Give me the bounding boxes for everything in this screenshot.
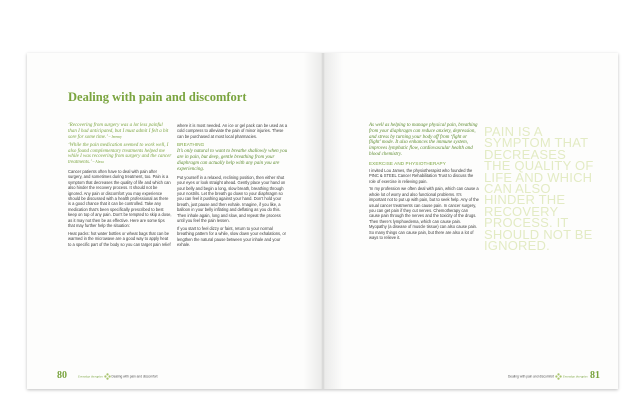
body-paragraph-2: Heat packs: hot water bottles or wheat bags that can be warmed in the microwave are a good way to apply heat to a specific part of the body so you can target pain relief	[68, 230, 171, 247]
heat-packs-continued: where it is most needed. An ice or gel pack can be used as a cold compress to alleviate the pain of minor injuries. These can be purchased at most local pharmacies.	[177, 123, 288, 139]
running-title-right: Dealing with pain and discomfort	[508, 374, 555, 379]
exercise-paragraph-1: I invited Lou James, the physiotherapist who founded the PINC & STEEL Cancer Rehabilitation Trust to discuss the role of exercise in relieving pain.	[369, 167, 474, 184]
flower-icon	[555, 373, 562, 380]
testimonial-quote-1-attribution: ~ Jeremy	[108, 134, 122, 139]
right-column-1	[369, 123, 479, 243]
testimonial-quote-2	[68, 143, 172, 166]
running-head-right	[508, 373, 588, 380]
left-column-1	[68, 123, 172, 249]
book-spread	[27, 53, 618, 389]
left-page	[27, 53, 323, 389]
pull-quote: PAIN IS A SYMPTOM THAT DECREASES THE QUALITY OF LIFE AND WHICH CAN ALSO HINDER THE RECOVERY PROCESS. IT SHOULD NOT BE IGNORED.	[484, 124, 594, 254]
running-brand-right: Everyday therapies	[562, 374, 588, 379]
breathing-benefits-lead: As well as helping to manage physical pain, breathing from your diaphragm can reduce anxiety, depression, and stress by turning your body off from ‘fight or flight’ mode. It also enhances the immune system, improves lymphatic flow, cardiovascular health and blood chemistry.	[369, 123, 478, 157]
exercise-heading: EXERCISE AND PHYSIOTHERAPY	[369, 160, 446, 166]
left-column-2	[177, 123, 289, 250]
breathing-heading: BREATHING	[177, 142, 205, 148]
testimonial-quote-1-text: ‘Recovering from surgery was a lot less painful than I had anticipated, but I must admit I felt a bit sore for some time.’	[68, 123, 169, 140]
chapter-title: Dealing with pain and discomfort	[68, 90, 247, 104]
testimonial-quote-1	[68, 123, 172, 140]
flower-icon	[104, 373, 111, 380]
running-title-left: Dealing with pain and discomfort	[111, 374, 158, 379]
page-number-left: 80	[57, 370, 67, 381]
body-paragraph-1: Cancer patients often have to deal with pain after surgery, and sometimes during treatment, too. Pain is a symptom that decreases the quality of life and which can also hinder the recovery process. It should not be ignored. Any pain or discomfort you may experience should be discussed with a health professional as there is a good chance that it can be controlled. Take any medication that’s been specifically prescribed to best keep on top of any pain. Don’t be tempted to skip a dose, as it may not then be as effective. Here are some tips that may further help the situation:	[68, 168, 172, 229]
breathing-paragraph-2: If you start to feel dizzy or faint, return to your normal breathing pattern for a while, slow down your exhalations, or lengthen the natural pause between your inhale and your exhale.	[177, 225, 287, 248]
right-page	[323, 53, 618, 389]
testimonial-quote-2-attribution: ~ Alexa	[92, 160, 104, 165]
testimonial-quote-2-text: ‘While the pain medication seemed to work well, I also found complementary treatments helped me while I was recovering from surgery and the cancer treatments.’	[68, 142, 172, 166]
running-brand-left: Everyday therapies	[78, 374, 103, 379]
breathing-paragraph-1: Put yourself in a relaxed, reclining position, then either shut your eyes or look straight ahead. Gently place your hand on your belly and begin a long, slow breath, breathing through your nostrils. Let the breath go down to your diaphragm so you can feel it pushing against your hand. Don’t hold your breath, just pause and then exhale. Imagine, if you like, a balloon in your belly inflating and deflating as you do this. Then inhale again, long and slow, and repeat the process until you feel the pain lessen.	[177, 174, 286, 224]
breathing-lead: It’s only natural to want to breathe shallowly when you are in pain, but deep, gentle breathing from your diaphragm can actually help with any pain you are experiencing.	[177, 149, 288, 172]
page-number-right: 81	[590, 370, 600, 381]
exercise-paragraph-2: ‘In my profession we often deal with pain, which can cause a whole lot of worry and also functional problems. It’s important not to put up with pain, but to seek help. Any of the usual cancer treatments can cause pain. In cancer surgery, you can get pain if they cut nerves. Chemotherapy can cause pain through the nerves and the toxicity of the drugs. Then there’s lymphoedema, which can cause pain. Myopathy (a disease of muscle tissue) can also cause pain. So many things can cause pain, but there are also a lot of ways to relieve it.	[369, 186, 479, 241]
running-head-left	[78, 373, 158, 380]
